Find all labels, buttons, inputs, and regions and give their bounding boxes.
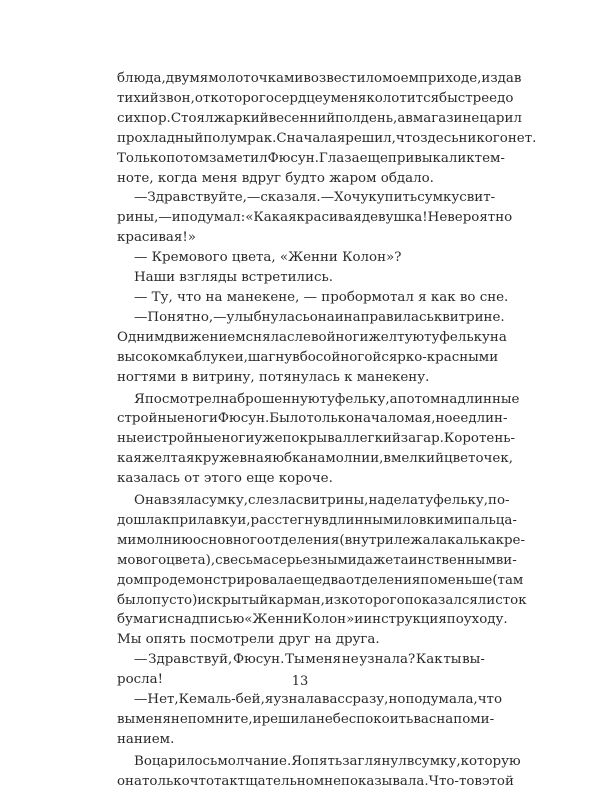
text-line: мового цвета), с весьма серьезным и даже таинственным ви- [117,552,517,568]
text-line: дом продемонстрировала еще два отделения поменьше (там [117,572,524,588]
text-line: Я посмотрел на брошенную туфельку, а потом на длинные [134,391,520,407]
text-line: стройные ноги Фюсун. Было только начало мая, но ее длин- [117,411,508,427]
text-line: ные и стройные ноги уже покрывал легкий загар. Коротень- [117,431,516,447]
text-line: Воцарилось молчание. Я опять заглянул в сумку, которую [134,753,521,769]
text-line: кая желтая кружевная юбка на молнии, в мелкий цветочек, [117,451,513,467]
text-line: — Нет, Кемаль-бей, я узнала вас сразу, но подумала, что [134,692,503,708]
text-line: — Кремового цвета, «Женни Колон»? [134,250,402,266]
text-line: ноте, когда меня вдруг будто жаром обдало. [117,170,434,186]
text-line: Мы опять посмотрели друг на друга. [117,632,380,648]
text-line: — Ту, что на манекене, — пробормотал я как во сне. [134,289,509,305]
text-line: блюда, двумя молоточками возвестил о моем приходе, издав [117,71,522,86]
text-line: вы меня не помните, и решила не беспокоить вас напоми- [117,712,495,727]
text-line: было пусто) и скрытый карман, из которого показался листок [117,592,527,608]
text-line: казалась от этого еще короче. [117,471,333,487]
text-line: Она взяла сумку, слезла с витрины, надела туфельку, по- [134,493,510,509]
text-line: сих пор. Стоял жаркий весенний полдень, а в магазине царил [117,110,522,126]
text-line: рины, — и подумал: «Какая красивая девушка! Невероятно [117,210,513,226]
text-line: — Понятно, — улыбнулась она и направилась к витрине. [134,309,505,325]
text-line: — Здравствуйте, — сказал я. — Хочу купить сумку с вит- [134,190,496,206]
text-line: она только что так тщательно мне показывала. Что-то в этой [117,773,514,789]
text-line: Одним движением сняла с левой ноги желтую туфельку на [117,329,507,345]
text-line: Наши взгляды встретились. [134,270,334,286]
text-line: росла! [117,672,164,688]
text-line: ми молнию основного отделения (внутри лежала калька кре- [117,532,525,548]
text-line: нанием. [117,731,175,747]
text-line: — Здравствуй, Фюсун. Ты меня не узнала? Как ты вы- [134,652,485,668]
text-line: бумаги с надписью «Женни Колон» и инструкция по уходу. [117,612,508,628]
text-line: прохладный полумрак. Сначала я решил, что здесь никого нет. [117,130,537,146]
text-line: красивая!» [117,230,196,246]
text-line: высоком каблуке и, шагнув босой ногой с ярко-красными [117,349,499,365]
text-line: тихий звон, от которого сердце у меня колотится быстрее до [117,90,514,106]
text-line: дошла к прилавку и, расстегнув длинными ловкими пальца- [117,512,517,528]
page-number: 13 [291,674,309,689]
text-line: Только потом заметил Фюсун. Глаза еще привыкали к тем- [117,150,505,166]
text-line: ногтями в витрину, потянулась к манекену. [117,369,430,385]
